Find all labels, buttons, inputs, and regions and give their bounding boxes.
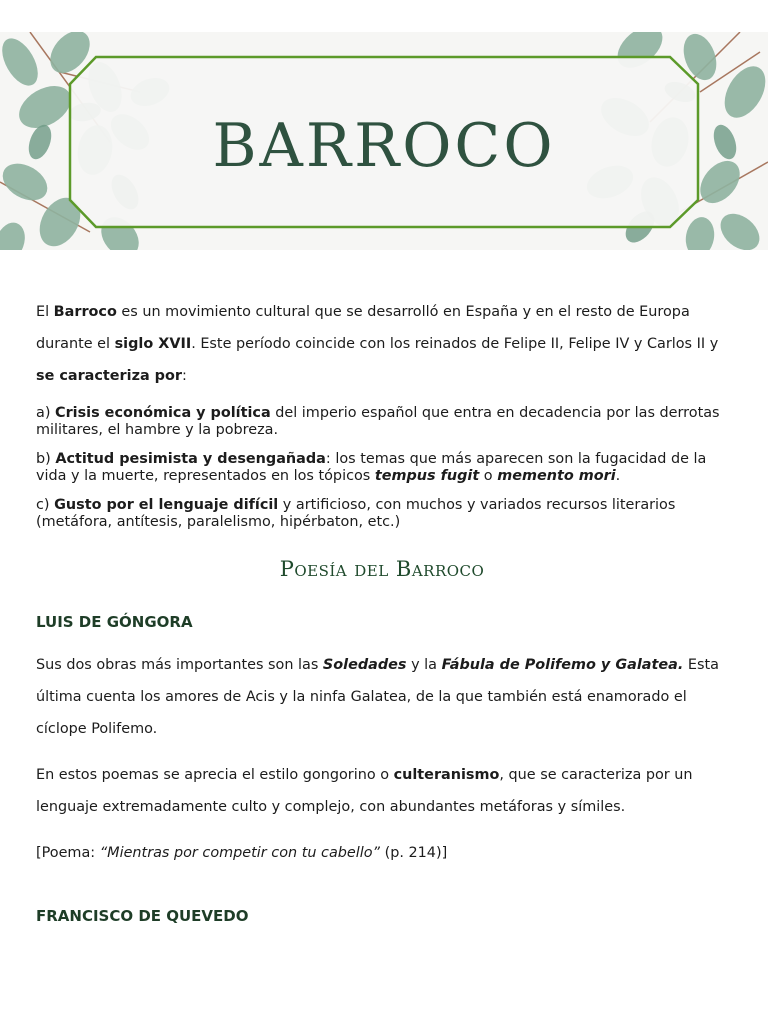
intro-paragraph: El Barroco es un movimiento cultural que se desarrolló en España y en el resto de Europa durante el siglo XVII. Este período coincide con los reinados de Felipe II, Felipe IV y Carlos II y se caracteriza por:	[36, 304, 719, 384]
list-item: b) Actitud pesimista y desengañada: los temas que más aparecen son la fugacidad de la vida y la muerte, representados en los tópicos tempus fugit o memento mori.	[36, 451, 707, 484]
page-title: BARROCO	[212, 111, 556, 181]
section-title: Poesía del Barroco	[279, 557, 485, 581]
document-body	[36, 296, 728, 925]
gongora-style-paragraph: En estos poemas se aprecia el estilo gongorino o culteranismo, que se caracteriza por un lenguaje extremadamente culto y complejo, con abundantes metáforas y símiles.	[36, 767, 693, 815]
poem-reference: [Poema: “Mientras por competir con tu cabello” (p. 214)]	[36, 845, 448, 861]
list-item: a) Crisis económica y política del imperio español que entra en decadencia por las derrotas militares, el hambre y la pobreza.	[36, 405, 720, 438]
list-item: c) Gusto por el lenguaje difícil y artificioso, con muchos y variados recursos literarios (metáfora, antítesis, paralelismo, hipérbaton, etc.)	[36, 497, 676, 530]
author-heading-gongora: LUIS DE GÓNGORA	[36, 613, 193, 631]
gongora-works-paragraph: Sus dos obras más importantes son las Soledades y la Fábula de Polifemo y Galatea. Esta última cuenta los amores de Acis y la ninfa Galatea, de la que también está enamorado el cíclope Polifemo.	[36, 657, 719, 737]
header-banner	[0, 32, 768, 250]
author-heading-quevedo: FRANCISCO DE QUEVEDO	[36, 907, 249, 925]
